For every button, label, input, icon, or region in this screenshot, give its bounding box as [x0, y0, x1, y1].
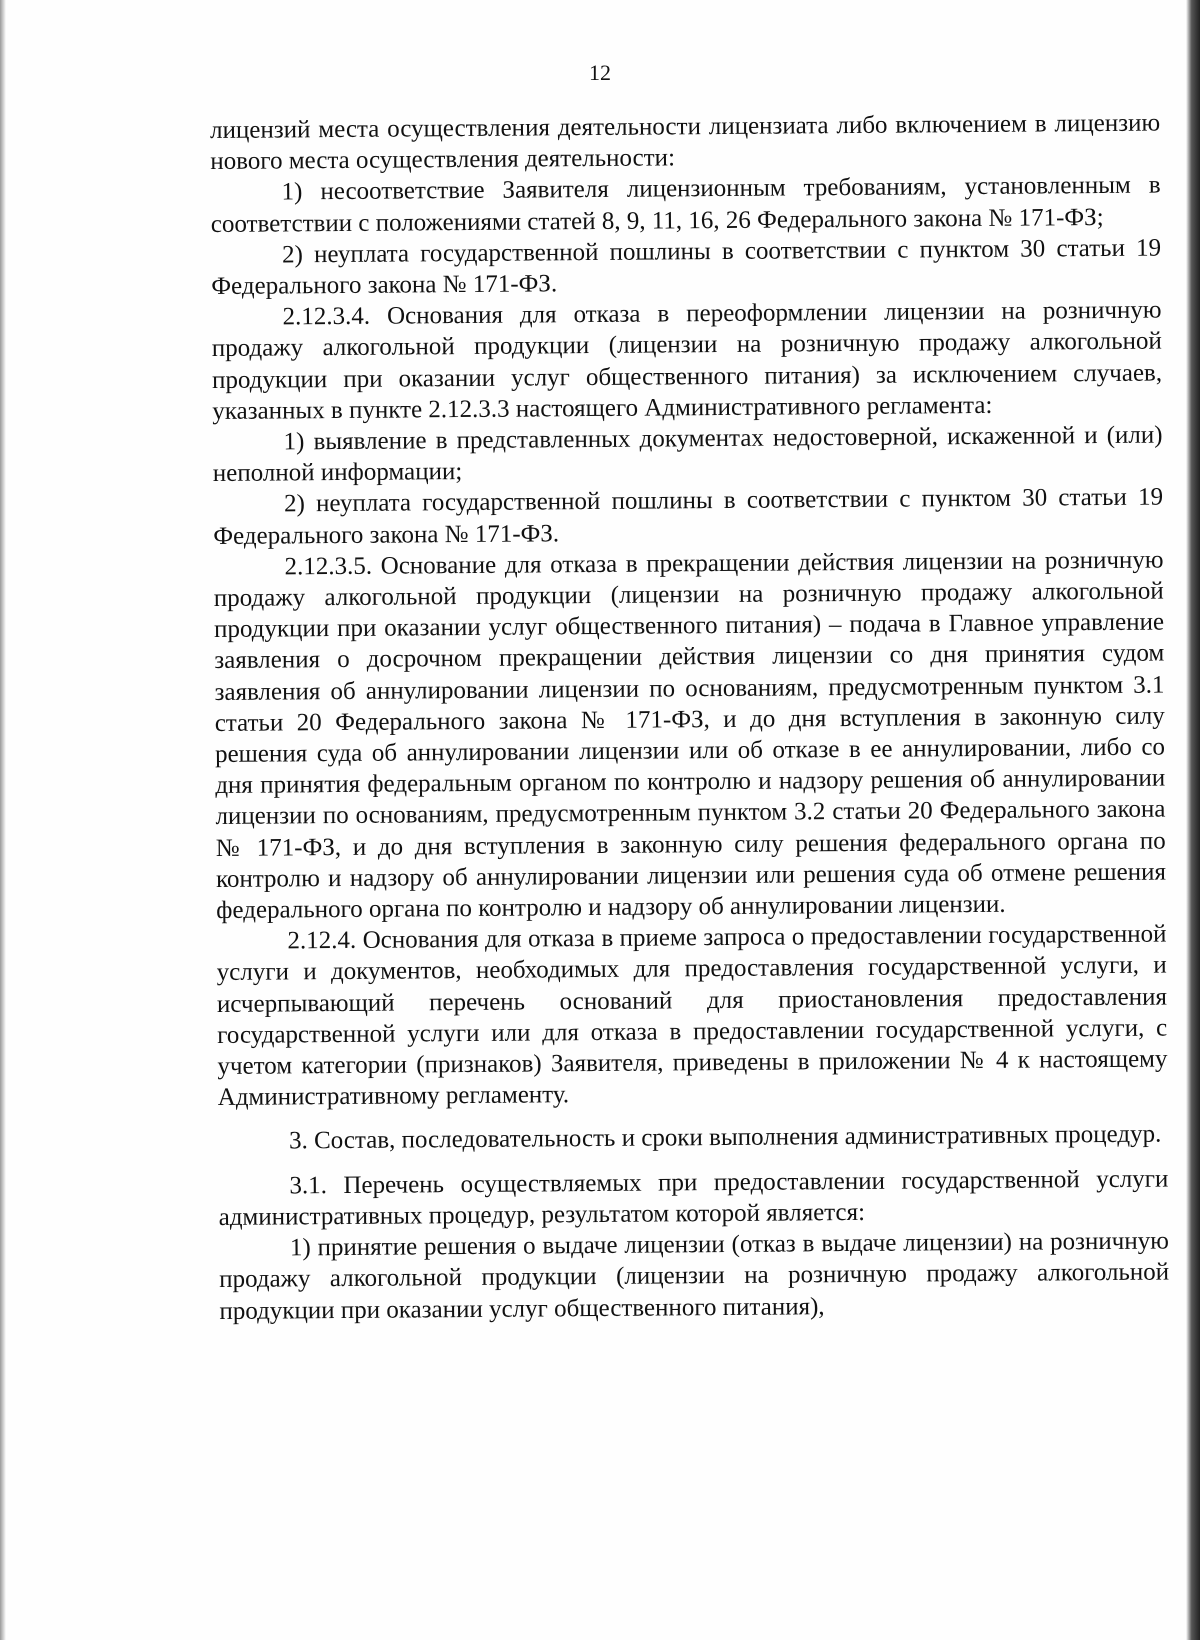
paragraph-item-1-false-info: 1) выявление в представленных документах недостоверной, искаженной и (или) неполной информации;: [212, 421, 1163, 488]
paragraph-2-12-3-4: 2.12.3.4. Основания для отказа в переоформлении лицензии на розничную продажу алкогольной продукции (лицензии на розничную продажу алкогольной продукции при оказании услуг общественного питания) за исключением случаев, указанных в пункте 2.12.3.3 настоящего Административного регламента:: [211, 296, 1163, 425]
section-heading-3: 3. Состав, последовательность и сроки выполнения административных процедур.: [288, 1120, 1162, 1154]
document-body: [210, 108, 1169, 1327]
paragraph-item-2-unpaid-fee-b: 2) неуплата государственной пошлины в соответствии с пунктом 30 статьи 19 Федерального закона № 171-ФЗ.: [213, 483, 1164, 550]
paragraph-item-2-unpaid-fee: 2) неуплата государственной пошлины в соответствии с пунктом 30 статьи 19 Федерального закона № 171-ФЗ.: [211, 234, 1162, 301]
paragraph-2-12-3-5: 2.12.3.5. Основание для отказа в прекращении действия лицензии на розничную продажу алкогольной продукции (лицензии на розничную продажу алкогольной продукции при оказании услуг общественного питания) – подача в Главное управление заявления о досрочном прекращении действия лицензии со дня принятия судом заявления об аннулировании лицензии по основаниям, предусмотренным пунктом 3.1 статьи 20 Федерального закона № 171-ФЗ, и до дня вступления в законную силу решения суда об аннулировании лицензии или об отказе в ее аннулировании, либо со дня принятия федеральным органом по контролю и надзору решения об аннулировании лицензии по основаниям, предусмотренным пунктом 3.2 статьи 20 Федерального закона № 171-ФЗ, и до дня вступления в законную силу решения федерального органа по контролю и надзору об аннулировании лицензии или решения суда об отмене решения федерального органа по контролю и надзору об аннулировании лицензии.: [213, 546, 1167, 925]
paragraph-continuation: лицензий места осуществления деятельности лицензиата либо включением в лицензию нового места осуществления деятельности:: [210, 109, 1161, 176]
paragraph-3-1-item-1: 1) принятие решения о выдаче лицензии (отказ в выдаче лицензии) на розничную продажу алкогольной продукции (лицензии на розничную продажу алкогольной продукции при оказании услуг общественного питания),: [219, 1227, 1170, 1325]
paragraph-item-1-noncompliance: 1) несоответствие Заявителя лицензионным требованиям, установленным в соответствии с положениями статей 8, 9, 11, 16, 26 Федерального закона № 171-ФЗ;: [210, 171, 1161, 238]
paragraph-2-12-4: 2.12.4. Основания для отказа в приеме запроса о предоставлении государственной услуги и документов, необходимых для предоставления государственной услуги, и исчерпывающий перечень оснований для приостановления предоставления государственной услуги или для отказа в предоставлении государственной услуги, с учетом категории (признаков) Заявителя, приведены в приложении № 4 к настоящему Административному регламенту.: [216, 920, 1168, 1112]
page-number: 12: [589, 60, 611, 85]
paragraph-3-1: 3.1. Перечень осуществляемых при предоставлении государственной услуги административных процедур, результатом которой является:: [218, 1165, 1169, 1231]
scan-edge-right: [1186, 0, 1200, 1640]
scan-edge-left: [0, 0, 6, 1640]
